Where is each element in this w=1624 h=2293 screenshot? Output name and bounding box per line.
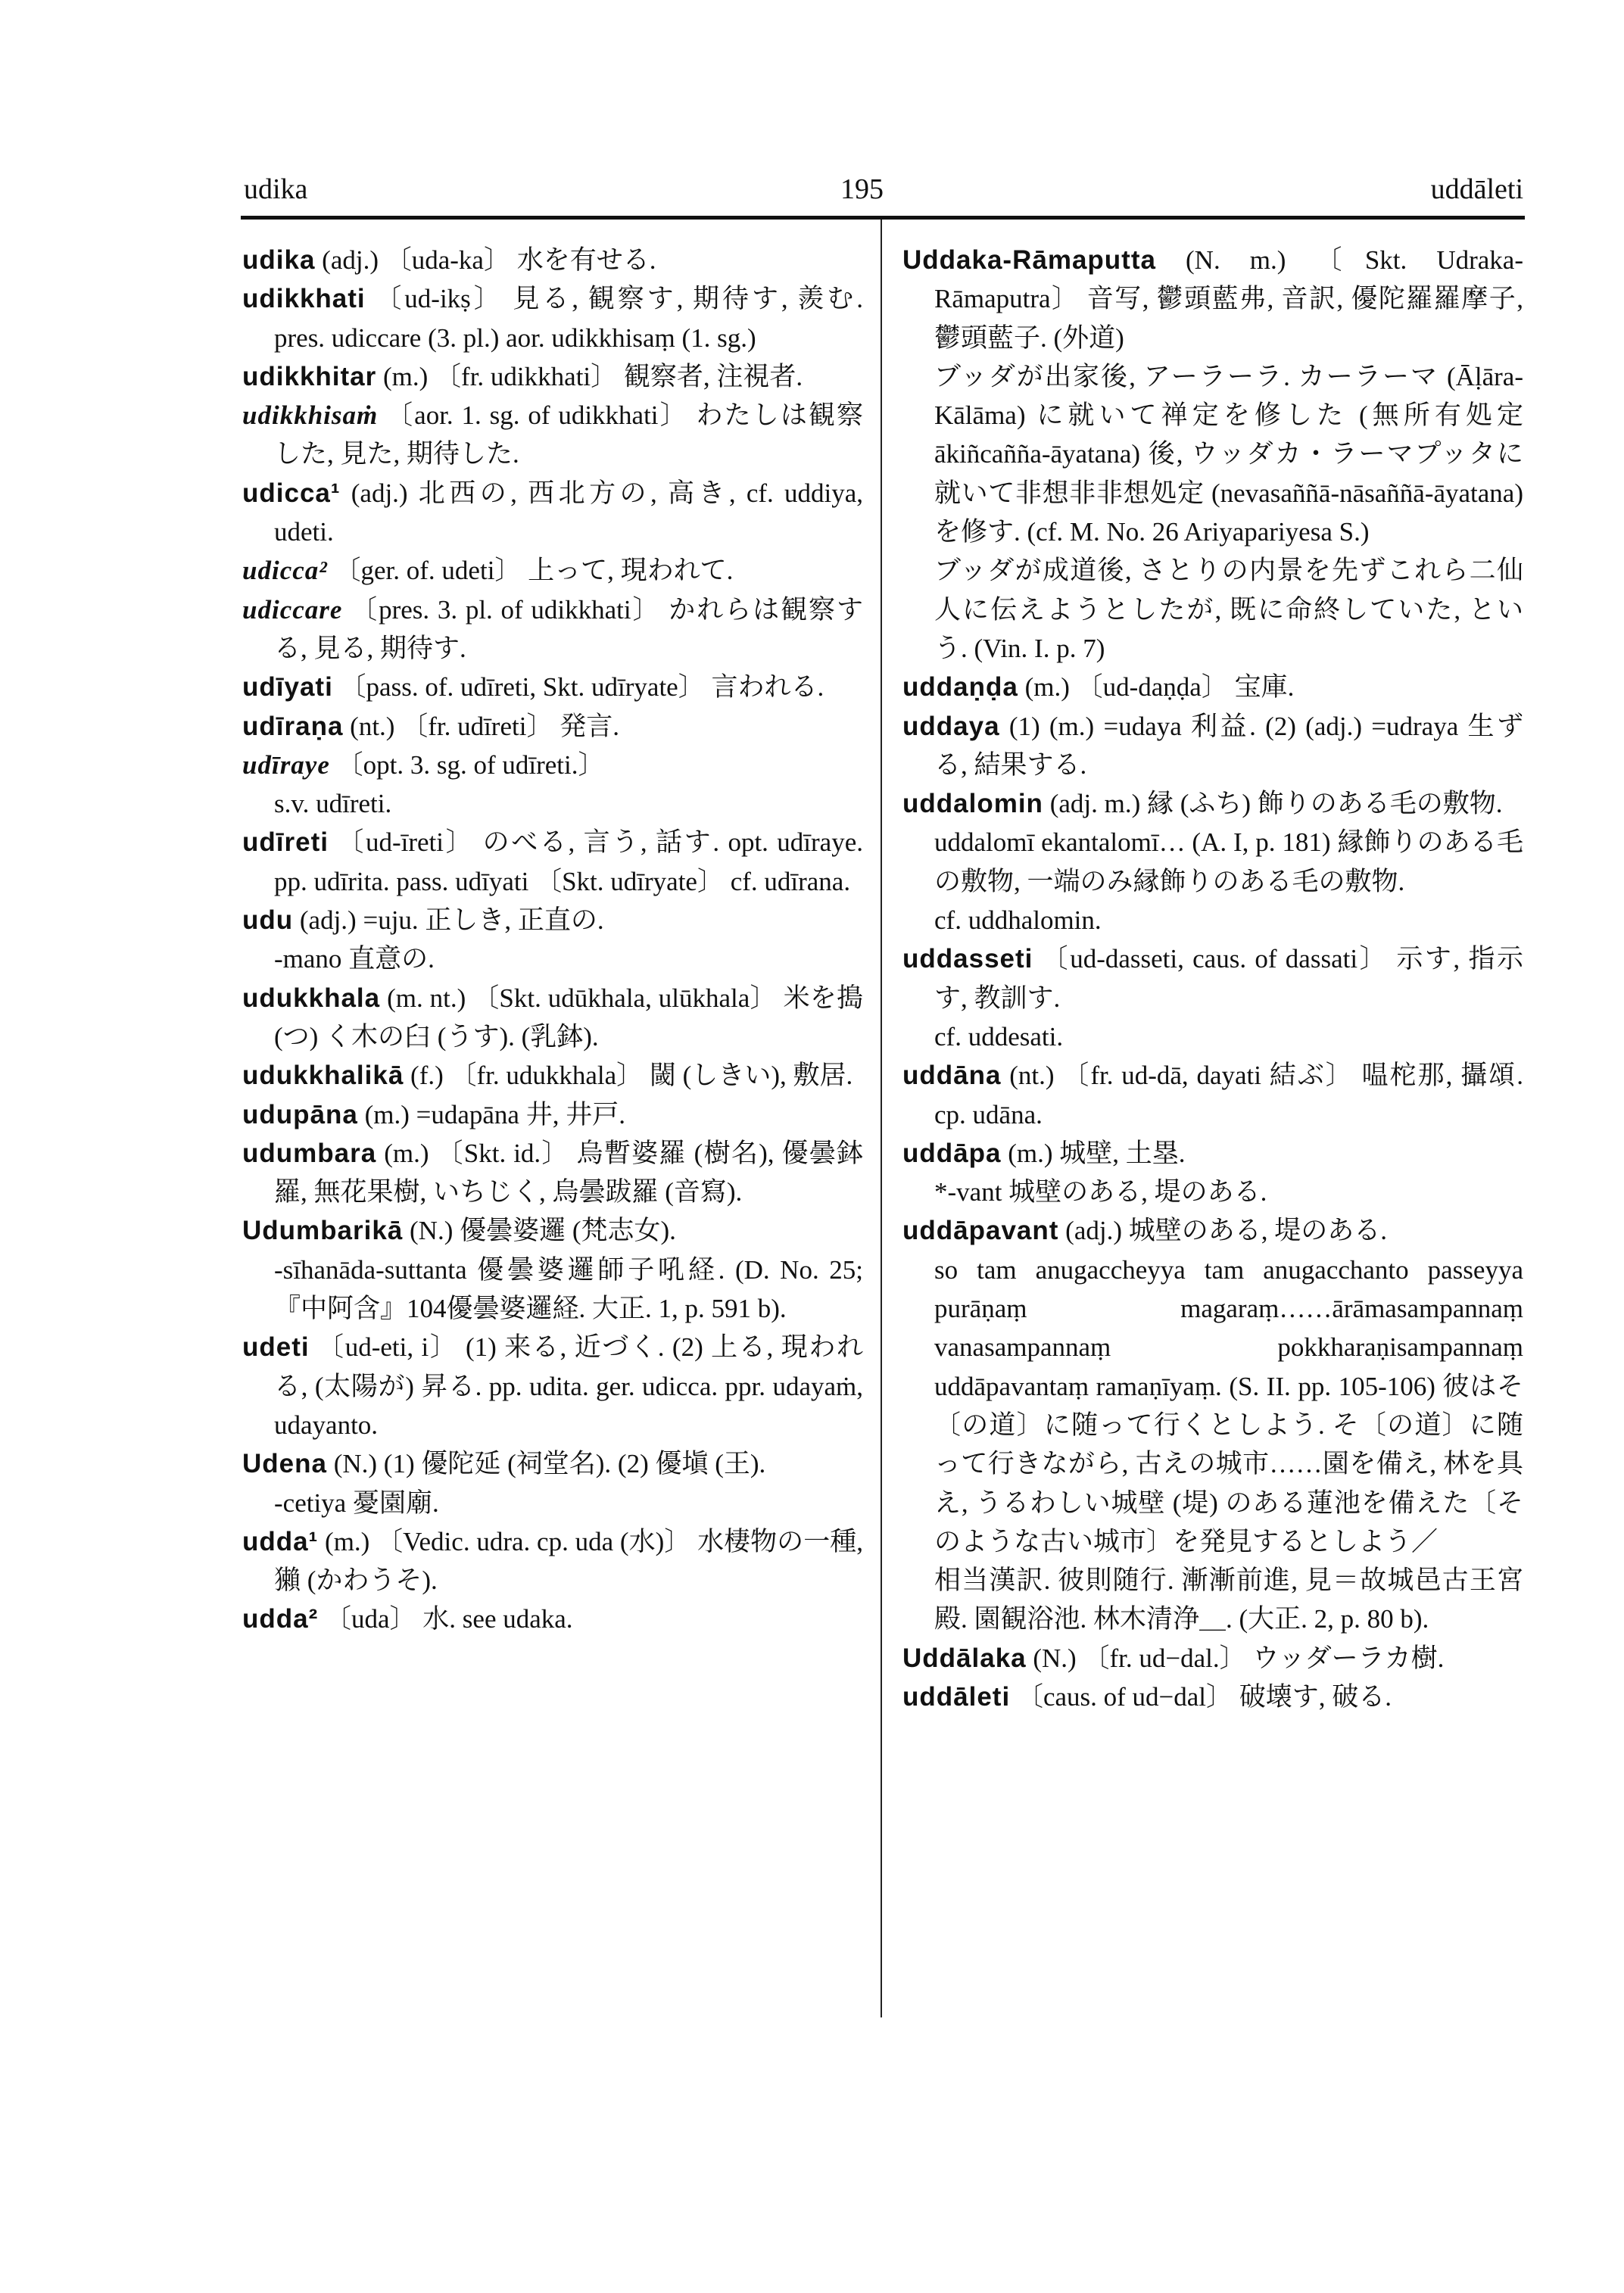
entry-subline: -sīhanāda-suttanta 優曇婆邏師子吼経. (D. No. 25; 『中阿含』104優曇婆邏経. 大正. 1, p. 591 b). (274, 1254, 863, 1324)
entry-headword: udiccare (242, 594, 343, 625)
entry-headword: udicca² (242, 556, 328, 586)
entry-definition: 〔pres. 3. pl. of udikkhati〕 かれらは観察する, 見る, 期待す. (274, 594, 863, 663)
entry-headword: Udumbarikā (242, 1216, 404, 1246)
dictionary-entry (902, 784, 1523, 823)
entry-definition: 〔ud-dasseti, caus. of dassati〕 示す, 指示す, 教訓す. (934, 944, 1523, 1013)
entry-definition: 〔pass. of. udīreti, Skt. udīryate〕 言われる. (339, 672, 824, 703)
dictionary-entry (902, 1056, 1523, 1134)
entry-definition: (N.) (1) 優陀延 (祠堂名). (2) 優塡 (王). (333, 1449, 766, 1479)
guide-word-left: udika (244, 173, 308, 205)
entry-headword: uddāna (902, 1061, 1002, 1091)
entry-subline: cf. uddesati. (934, 1021, 1064, 1051)
entry-headword: udikkhitar (242, 361, 377, 391)
entry-headword: udumbara (242, 1138, 377, 1168)
entry-definition: (m. nt.) 〔Skt. udūkhala, ulūkhala〕 米を搗 (つ) く木の臼 (うす). (乳鉢). (274, 983, 864, 1051)
entry-subline: -mano 直意の. (274, 944, 435, 974)
dictionary-entry (242, 474, 863, 552)
dictionary-entry (242, 1211, 863, 1250)
dictionary-entry (242, 357, 863, 396)
entry-definition: (adj.) 〔uda-ka〕 水を有せる. (322, 245, 656, 275)
entry-headword: udīreti (242, 827, 329, 858)
dictionary-entry (902, 707, 1523, 785)
entry-headword: udīyati (242, 672, 333, 703)
dictionary-entry (902, 1639, 1523, 1678)
entry-definition: 〔aor. 1. sg. of udikkhati〕 わたしは観察した, 見た, 期待した. (274, 400, 863, 469)
header-rule (241, 216, 1525, 220)
left-column (242, 241, 863, 1639)
entry-definition: 〔ud-īreti〕 のべる, 言う, 話す. opt. udīraye. pp. udīrita. pass. udīyati 〔Skt. udīryate〕 cf. udīrana. (274, 827, 863, 896)
dictionary-entry (902, 939, 1523, 1017)
entry-definition: (adj.) =uju. 正しき, 正直の. (299, 905, 604, 936)
page-number: 195 (840, 173, 884, 205)
entry-definition: 〔ud-eti, i〕 (1) 来る, 近づく. (2) 上る, 現われる, (太陽が) 昇る. pp. udita. ger. udicca. ppr. udayaṁ, udayanto. (274, 1332, 863, 1440)
dictionary-entry (902, 1134, 1523, 1173)
entry-headword: udeti (242, 1332, 310, 1363)
entry-headword: udu (242, 905, 294, 936)
entry-definition: (1) (m.) =udaya 利益. (2) (adj.) =udraya 生ずる, 結果する. (934, 711, 1524, 780)
entry-definition: (f.) 〔fr. udukkhala〕 閾 (しきい), 敷居. (410, 1061, 853, 1091)
dictionary-entry (242, 551, 863, 590)
dictionary-entry (902, 1678, 1523, 1716)
right-column (902, 241, 1523, 1716)
entry-subline: ブッダが成道後, さとりの内景を先ずこれら二仙人に伝えようとしたが, 既に命終していた, という. (Vin. I. p. 7) (934, 556, 1523, 663)
dictionary-entry (902, 668, 1523, 706)
dictionary-entry (242, 668, 863, 706)
entry-definition: (adj.) 北西の, 西北方の, 高き, cf. uddiya, udeti. (274, 478, 863, 547)
entry-subline: cf. uddhalomin. (934, 905, 1102, 936)
entry-definition: (adj.) 城壁のある, 堤のある. (1065, 1216, 1387, 1246)
dictionary-entry (242, 707, 863, 746)
entry-definition: (m.) 〔Skt. id.〕 烏暫婆羅 (樹名), 優曇鉢羅, 無花果樹, いちじく, 烏曇跋羅 (音寫). (274, 1138, 864, 1207)
entry-definition: (m.) 〔Vedic. udra. cp. uda (水)〕 水棲物の一種, 獺 (かわうそ). (274, 1526, 864, 1596)
entry-headword: udukkhalikā (242, 1061, 404, 1091)
dictionary-entry (902, 1211, 1523, 1250)
dictionary-entry (242, 1522, 863, 1600)
entry-subline: ブッダが出家後, アーラーラ. カーラーマ (Āḷāra-Kālāma) に就いて禅定を修した (無所有処定 ākiñcañña-āyatana) 後, ウッダカ・ラーマプッタに就いて非想非非想処定 (nevasaññā-nāsaññā-āyatana) を修す. (cf. M. No. 26 Ariyapariyesa S.) (934, 361, 1523, 547)
dictionary-entry (242, 1444, 863, 1483)
entry-subline: so tam anugaccheyya tam anugacchanto passeyya purāṇaṃ magaraṃ……ārāmasampannaṃ vanasampannaṃ pokkharaṇisampannaṃ uddāpavantaṃ ramaṇīyaṃ. (S. II. pp. 105-106) 彼はそ〔の道〕に随って行くとしよう. そ〔の道〕に随って行きながら, 古えの城市……園を備え, 林を具え, うるわしい城壁 (堤) のある蓮池を備えた〔そのような古い城市〕を発見するとしよう／ (934, 1254, 1523, 1556)
entry-definition: 〔ger. of. udeti〕 上って, 現われて. (334, 556, 734, 586)
dictionary-entry (242, 746, 863, 784)
guide-word-right: uddāleti (1430, 173, 1523, 205)
column-divider (881, 220, 882, 2017)
entry-headword: udicca¹ (242, 478, 341, 508)
entry-headword: udda¹ (242, 1526, 319, 1556)
entry-headword: udukkhala (242, 983, 381, 1013)
dictionary-entry (242, 1056, 863, 1095)
dictionary-entry (242, 241, 863, 279)
entry-headword: Udena (242, 1449, 327, 1479)
entry-headword: udīraye (242, 749, 330, 780)
entry-headword: Uddālaka (902, 1643, 1027, 1673)
dictionary-entry (242, 901, 863, 939)
entry-definition: (N. m.) 〔Skt. Udraka-Rāmaputra〕 音写, 鬱頭藍弗, 音訳, 優陀羅羅摩子, 鬱頭藍子. (外道) (934, 245, 1523, 353)
entry-definition: (nt.) 〔fr. ud-dā, dayati 結ぶ〕 嗢柁那, 攝頌. cp. udāna. (934, 1061, 1524, 1129)
entry-definition: (m.) 〔ud-daṇḍa〕 宝庫. (1024, 672, 1295, 703)
entry-definition: (m.) =udapāna 井, 井戸. (364, 1099, 625, 1129)
dictionary-entry (902, 241, 1523, 357)
entry-definition: 〔uda〕 水. see udaka. (325, 1604, 573, 1634)
entry-definition: 〔caus. of ud−dal〕 破壊す, 破る. (1016, 1681, 1392, 1712)
entry-headword: udikkhisaṁ (242, 400, 379, 431)
entry-definition: (adj. m.) 縁 (ふち) 飾りのある毛の敷物. (1049, 789, 1503, 819)
entry-subline: uddalomī ekantalomī… (A. I, p. 181) 縁飾りのある毛の敷物, 一端のみ縁飾りのある毛の敷物. (934, 827, 1523, 896)
entry-definition: (m.) 〔fr. udikkhati〕 観察者, 注視者. (383, 361, 803, 391)
entry-subline: 相当漢訳. 彼則随行. 漸漸前進, 見＝故城邑古王宮殿. 園観浴池. 林木清浄＿. (大正. 2, p. 80 b). (934, 1566, 1523, 1634)
dictionary-entry (242, 1328, 863, 1444)
entry-headword: uddāpa (902, 1138, 1002, 1168)
entry-headword: udika (242, 245, 316, 275)
entry-subline: s.v. udīreti. (274, 789, 392, 819)
entry-headword: udīraṇa (242, 711, 344, 741)
entry-subline: *-vant 城壁のある, 堤のある. (934, 1177, 1267, 1207)
dictionary-entry (242, 590, 863, 668)
entry-headword: uddaya (902, 711, 1000, 741)
entry-headword: udikkhati (242, 284, 366, 314)
dictionary-entry (242, 279, 863, 357)
entry-headword: uddāpavant (902, 1216, 1059, 1246)
entry-headword: udda² (242, 1604, 319, 1634)
entry-definition: (m.) 城壁, 土塁. (1008, 1138, 1186, 1168)
entry-definition: 〔opt. 3. sg. of udīreti.〕 (336, 749, 605, 780)
entry-headword: uddāleti (902, 1681, 1011, 1712)
dictionary-entry (242, 1600, 863, 1638)
entry-headword: Uddaka-Rāmaputta (902, 245, 1156, 275)
dictionary-entry (242, 979, 863, 1057)
entry-headword: uddaṇḍa (902, 672, 1018, 703)
entry-definition: (N.) 〔fr. ud−dal.〕 ウッダーラカ樹. (1033, 1643, 1445, 1673)
dictionary-entry (242, 1095, 863, 1134)
dictionary-entry (242, 823, 863, 901)
entry-definition: (nt.) 〔fr. udīreti〕 発言. (350, 711, 619, 741)
dictionary-entry (242, 1134, 863, 1212)
entry-headword: uddalomin (902, 789, 1043, 819)
dictionary-entry (242, 396, 863, 474)
entry-definition: (N.) 優曇婆邏 (梵志女). (410, 1216, 676, 1246)
entry-headword: uddasseti (902, 944, 1033, 974)
entry-subline: -cetiya 憂園廟. (274, 1488, 439, 1518)
entry-headword: udupāna (242, 1099, 358, 1129)
entry-definition: 〔ud-ikṣ〕 見る, 観察す, 期待す, 羨む. pres. udiccare (3. pl.) aor. udikkhisaṃ (1. sg.) (274, 284, 863, 353)
